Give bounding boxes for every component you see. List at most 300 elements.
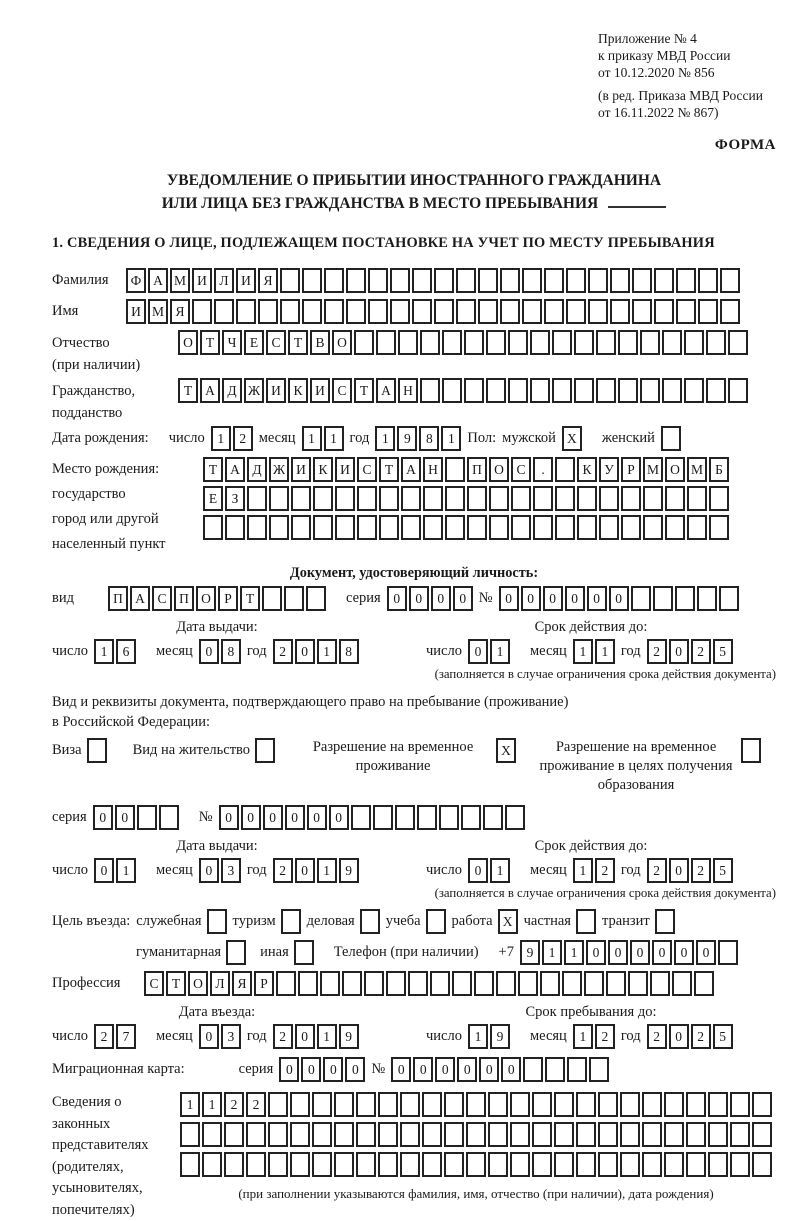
- char-cell[interactable]: [730, 1152, 750, 1177]
- char-cell[interactable]: [408, 971, 428, 996]
- char-cell[interactable]: [202, 1122, 222, 1147]
- char-cell[interactable]: Л: [210, 971, 230, 996]
- char-cell[interactable]: [540, 971, 560, 996]
- char-cell[interactable]: Т: [200, 330, 220, 355]
- char-cell[interactable]: [664, 1122, 684, 1147]
- char-cell[interactable]: [268, 1122, 288, 1147]
- char-cell[interactable]: [434, 299, 454, 324]
- char-cell[interactable]: П: [108, 586, 128, 611]
- char-cell[interactable]: 1: [202, 1092, 222, 1117]
- char-cell[interactable]: [87, 738, 107, 763]
- char-cell[interactable]: [752, 1092, 772, 1117]
- char-cell[interactable]: 2: [233, 426, 253, 451]
- char-cell[interactable]: И: [236, 268, 256, 293]
- char-cell[interactable]: З: [225, 486, 245, 511]
- char-cell[interactable]: К: [577, 457, 597, 482]
- char-cell[interactable]: [202, 1152, 222, 1177]
- char-cell[interactable]: [269, 486, 289, 511]
- stay-day-cells[interactable]: [468, 1024, 510, 1049]
- char-cell[interactable]: 2: [273, 1024, 293, 1049]
- char-cell[interactable]: [400, 1092, 420, 1117]
- char-cell[interactable]: [207, 909, 227, 934]
- birth-day-cells[interactable]: [211, 426, 253, 451]
- char-cell[interactable]: [464, 330, 484, 355]
- char-cell[interactable]: О: [665, 457, 685, 482]
- char-cell[interactable]: [488, 1152, 508, 1177]
- char-cell[interactable]: Е: [244, 330, 264, 355]
- char-cell[interactable]: [262, 586, 282, 611]
- char-cell[interactable]: 1: [94, 639, 114, 664]
- char-cell[interactable]: А: [148, 268, 168, 293]
- char-cell[interactable]: О: [178, 330, 198, 355]
- char-cell[interactable]: [730, 1092, 750, 1117]
- char-cell[interactable]: 0: [307, 805, 327, 830]
- char-cell[interactable]: 5: [713, 1024, 733, 1049]
- char-cell[interactable]: [500, 299, 520, 324]
- char-cell[interactable]: С: [332, 378, 352, 403]
- char-cell[interactable]: [555, 515, 575, 540]
- char-cell[interactable]: [373, 805, 393, 830]
- char-cell[interactable]: [698, 299, 718, 324]
- char-cell[interactable]: [643, 515, 663, 540]
- char-cell[interactable]: 1: [324, 426, 344, 451]
- char-cell[interactable]: [364, 971, 384, 996]
- char-cell[interactable]: [426, 909, 446, 934]
- char-cell[interactable]: 1: [441, 426, 461, 451]
- purpose-work-checkbox[interactable]: [498, 909, 518, 934]
- char-cell[interactable]: [180, 1122, 200, 1147]
- char-cell[interactable]: 0: [413, 1057, 433, 1082]
- char-cell[interactable]: Л: [214, 268, 234, 293]
- char-cell[interactable]: А: [225, 457, 245, 482]
- phone-cells[interactable]: [520, 940, 738, 965]
- char-cell[interactable]: 1: [116, 858, 136, 883]
- char-cell[interactable]: 1: [573, 858, 593, 883]
- char-cell[interactable]: [417, 805, 437, 830]
- char-cell[interactable]: [346, 268, 366, 293]
- char-cell[interactable]: Т: [379, 457, 399, 482]
- representatives-cells-row2[interactable]: [180, 1122, 772, 1147]
- residence-valid-year-cells[interactable]: [647, 858, 733, 883]
- char-cell[interactable]: [640, 330, 660, 355]
- stay-month-cells[interactable]: [573, 1024, 615, 1049]
- char-cell[interactable]: [533, 515, 553, 540]
- char-cell[interactable]: [351, 805, 371, 830]
- char-cell[interactable]: 0: [329, 805, 349, 830]
- char-cell[interactable]: [694, 971, 714, 996]
- char-cell[interactable]: [376, 330, 396, 355]
- char-cell[interactable]: [500, 268, 520, 293]
- char-cell[interactable]: [225, 515, 245, 540]
- char-cell[interactable]: [395, 805, 415, 830]
- char-cell[interactable]: 0: [669, 858, 689, 883]
- char-cell[interactable]: [554, 1122, 574, 1147]
- char-cell[interactable]: О: [196, 586, 216, 611]
- char-cell[interactable]: 5: [713, 858, 733, 883]
- char-cell[interactable]: [720, 299, 740, 324]
- char-cell[interactable]: [552, 330, 572, 355]
- char-cell[interactable]: 0: [301, 1057, 321, 1082]
- char-cell[interactable]: [511, 515, 531, 540]
- char-cell[interactable]: [342, 971, 362, 996]
- char-cell[interactable]: [379, 515, 399, 540]
- entry-day-cells[interactable]: [94, 1024, 136, 1049]
- char-cell[interactable]: [510, 1152, 530, 1177]
- char-cell[interactable]: 0: [94, 858, 114, 883]
- char-cell[interactable]: [247, 486, 267, 511]
- char-cell[interactable]: [665, 515, 685, 540]
- residence-valid-day-cells[interactable]: [468, 858, 510, 883]
- char-cell[interactable]: [203, 515, 223, 540]
- char-cell[interactable]: [643, 486, 663, 511]
- char-cell[interactable]: [598, 1092, 618, 1117]
- char-cell[interactable]: [684, 330, 704, 355]
- char-cell[interactable]: 1: [490, 858, 510, 883]
- char-cell[interactable]: [522, 268, 542, 293]
- char-cell[interactable]: [354, 330, 374, 355]
- char-cell[interactable]: [401, 515, 421, 540]
- char-cell[interactable]: [159, 805, 179, 830]
- char-cell[interactable]: М: [170, 268, 190, 293]
- char-cell[interactable]: [236, 299, 256, 324]
- char-cell[interactable]: [420, 330, 440, 355]
- char-cell[interactable]: [445, 515, 465, 540]
- residence-issue-year-cells[interactable]: [273, 858, 359, 883]
- char-cell[interactable]: Р: [621, 457, 641, 482]
- char-cell[interactable]: Ж: [269, 457, 289, 482]
- char-cell[interactable]: 0: [345, 1057, 365, 1082]
- char-cell[interactable]: С: [511, 457, 531, 482]
- char-cell[interactable]: [566, 299, 586, 324]
- char-cell[interactable]: 2: [595, 1024, 615, 1049]
- char-cell[interactable]: [728, 378, 748, 403]
- char-cell[interactable]: К: [313, 457, 333, 482]
- char-cell[interactable]: [226, 940, 246, 965]
- char-cell[interactable]: 0: [199, 1024, 219, 1049]
- char-cell[interactable]: [552, 378, 572, 403]
- passport-issue-month-cells[interactable]: [199, 639, 241, 664]
- char-cell[interactable]: [280, 299, 300, 324]
- char-cell[interactable]: [284, 586, 304, 611]
- char-cell[interactable]: 1: [542, 940, 562, 965]
- char-cell[interactable]: С: [152, 586, 172, 611]
- char-cell[interactable]: [708, 1152, 728, 1177]
- char-cell[interactable]: [281, 909, 301, 934]
- char-cell[interactable]: А: [200, 378, 220, 403]
- char-cell[interactable]: X: [496, 738, 516, 763]
- residence-permit-checkbox[interactable]: [255, 738, 275, 763]
- char-cell[interactable]: [401, 486, 421, 511]
- char-cell[interactable]: 2: [595, 858, 615, 883]
- char-cell[interactable]: [598, 1152, 618, 1177]
- char-cell[interactable]: С: [266, 330, 286, 355]
- char-cell[interactable]: [554, 1152, 574, 1177]
- char-cell[interactable]: [412, 268, 432, 293]
- char-cell[interactable]: [313, 515, 333, 540]
- char-cell[interactable]: Е: [203, 486, 223, 511]
- char-cell[interactable]: [474, 971, 494, 996]
- char-cell[interactable]: А: [376, 378, 396, 403]
- char-cell[interactable]: [676, 268, 696, 293]
- char-cell[interactable]: [302, 268, 322, 293]
- char-cell[interactable]: [356, 1122, 376, 1147]
- char-cell[interactable]: 5: [713, 639, 733, 664]
- purpose-transit-checkbox[interactable]: [655, 909, 675, 934]
- char-cell[interactable]: 9: [520, 940, 540, 965]
- char-cell[interactable]: [423, 486, 443, 511]
- char-cell[interactable]: [255, 738, 275, 763]
- char-cell[interactable]: 0: [387, 586, 407, 611]
- char-cell[interactable]: 1: [317, 1024, 337, 1049]
- residence-issue-month-cells[interactable]: [199, 858, 241, 883]
- char-cell[interactable]: [654, 299, 674, 324]
- char-cell[interactable]: Н: [398, 378, 418, 403]
- char-cell[interactable]: [356, 1152, 376, 1177]
- char-cell[interactable]: [618, 330, 638, 355]
- char-cell[interactable]: [508, 378, 528, 403]
- char-cell[interactable]: 1: [317, 639, 337, 664]
- char-cell[interactable]: 6: [116, 639, 136, 664]
- char-cell[interactable]: [720, 268, 740, 293]
- char-cell[interactable]: [621, 486, 641, 511]
- residence-issue-day-cells[interactable]: [94, 858, 136, 883]
- char-cell[interactable]: [290, 1122, 310, 1147]
- passport-valid-year-cells[interactable]: [647, 639, 733, 664]
- char-cell[interactable]: [620, 1122, 640, 1147]
- char-cell[interactable]: [530, 378, 550, 403]
- char-cell[interactable]: [290, 1092, 310, 1117]
- entry-year-cells[interactable]: [273, 1024, 359, 1049]
- char-cell[interactable]: 0: [263, 805, 283, 830]
- residence-number-cells[interactable]: [219, 805, 525, 830]
- char-cell[interactable]: [486, 378, 506, 403]
- char-cell[interactable]: Я: [170, 299, 190, 324]
- char-cell[interactable]: 9: [490, 1024, 510, 1049]
- char-cell[interactable]: 1: [595, 639, 615, 664]
- char-cell[interactable]: [577, 515, 597, 540]
- char-cell[interactable]: [360, 909, 380, 934]
- char-cell[interactable]: 2: [691, 858, 711, 883]
- char-cell[interactable]: [430, 971, 450, 996]
- char-cell[interactable]: О: [332, 330, 352, 355]
- residence-series-cells[interactable]: [93, 805, 179, 830]
- profession-cells[interactable]: [144, 971, 714, 996]
- char-cell[interactable]: 0: [279, 1057, 299, 1082]
- char-cell[interactable]: [246, 1152, 266, 1177]
- char-cell[interactable]: [334, 1152, 354, 1177]
- char-cell[interactable]: 7: [116, 1024, 136, 1049]
- char-cell[interactable]: [192, 299, 212, 324]
- char-cell[interactable]: [246, 1122, 266, 1147]
- char-cell[interactable]: Я: [258, 268, 278, 293]
- char-cell[interactable]: [444, 1092, 464, 1117]
- char-cell[interactable]: [544, 268, 564, 293]
- char-cell[interactable]: 0: [630, 940, 650, 965]
- char-cell[interactable]: 8: [419, 426, 439, 451]
- char-cell[interactable]: 1: [180, 1092, 200, 1117]
- char-cell[interactable]: [488, 1122, 508, 1147]
- char-cell[interactable]: [379, 486, 399, 511]
- char-cell[interactable]: 0: [499, 586, 519, 611]
- char-cell[interactable]: X: [562, 426, 582, 451]
- char-cell[interactable]: 1: [211, 426, 231, 451]
- char-cell[interactable]: [708, 1122, 728, 1147]
- char-cell[interactable]: К: [288, 378, 308, 403]
- char-cell[interactable]: 9: [339, 858, 359, 883]
- char-cell[interactable]: [684, 378, 704, 403]
- char-cell[interactable]: [589, 1057, 609, 1082]
- purpose-business-checkbox[interactable]: [360, 909, 380, 934]
- char-cell[interactable]: С: [144, 971, 164, 996]
- char-cell[interactable]: [632, 268, 652, 293]
- char-cell[interactable]: [442, 330, 462, 355]
- char-cell[interactable]: 0: [501, 1057, 521, 1082]
- char-cell[interactable]: [650, 971, 670, 996]
- char-cell[interactable]: [545, 1057, 565, 1082]
- char-cell[interactable]: [224, 1122, 244, 1147]
- char-cell[interactable]: [398, 330, 418, 355]
- char-cell[interactable]: [574, 378, 594, 403]
- char-cell[interactable]: [335, 515, 355, 540]
- char-cell[interactable]: [706, 378, 726, 403]
- char-cell[interactable]: [532, 1092, 552, 1117]
- char-cell[interactable]: [444, 1122, 464, 1147]
- char-cell[interactable]: 1: [317, 858, 337, 883]
- char-cell[interactable]: 0: [543, 586, 563, 611]
- char-cell[interactable]: [294, 940, 314, 965]
- char-cell[interactable]: [461, 805, 481, 830]
- char-cell[interactable]: [718, 940, 738, 965]
- char-cell[interactable]: [466, 1122, 486, 1147]
- char-cell[interactable]: [686, 1092, 706, 1117]
- female-checkbox[interactable]: [661, 426, 681, 451]
- char-cell[interactable]: И: [310, 378, 330, 403]
- char-cell[interactable]: [412, 299, 432, 324]
- passport-issue-year-cells[interactable]: [273, 639, 359, 664]
- char-cell[interactable]: [523, 1057, 543, 1082]
- char-cell[interactable]: [258, 299, 278, 324]
- char-cell[interactable]: 2: [273, 858, 293, 883]
- char-cell[interactable]: В: [310, 330, 330, 355]
- char-cell[interactable]: 0: [669, 1024, 689, 1049]
- char-cell[interactable]: О: [489, 457, 509, 482]
- char-cell[interactable]: [298, 971, 318, 996]
- char-cell[interactable]: [567, 1057, 587, 1082]
- patronymic-cells[interactable]: [178, 330, 748, 355]
- char-cell[interactable]: [686, 1122, 706, 1147]
- char-cell[interactable]: [588, 268, 608, 293]
- char-cell[interactable]: [434, 268, 454, 293]
- char-cell[interactable]: [378, 1092, 398, 1117]
- char-cell[interactable]: [599, 486, 619, 511]
- char-cell[interactable]: [596, 330, 616, 355]
- char-cell[interactable]: 0: [219, 805, 239, 830]
- char-cell[interactable]: [496, 971, 516, 996]
- char-cell[interactable]: [598, 1122, 618, 1147]
- char-cell[interactable]: [664, 1092, 684, 1117]
- entry-month-cells[interactable]: [199, 1024, 241, 1049]
- char-cell[interactable]: [752, 1152, 772, 1177]
- char-cell[interactable]: 1: [468, 1024, 488, 1049]
- residence-valid-month-cells[interactable]: [573, 858, 615, 883]
- purpose-humanitarian-checkbox[interactable]: [226, 940, 246, 965]
- citizenship-cells[interactable]: [178, 378, 748, 403]
- char-cell[interactable]: 0: [115, 805, 135, 830]
- purpose-study-checkbox[interactable]: [426, 909, 446, 934]
- char-cell[interactable]: Н: [423, 457, 443, 482]
- char-cell[interactable]: 0: [453, 586, 473, 611]
- char-cell[interactable]: [247, 515, 267, 540]
- char-cell[interactable]: [452, 971, 472, 996]
- char-cell[interactable]: [576, 909, 596, 934]
- char-cell[interactable]: [709, 486, 729, 511]
- char-cell[interactable]: [483, 805, 503, 830]
- char-cell[interactable]: [466, 1152, 486, 1177]
- char-cell[interactable]: Д: [247, 457, 267, 482]
- char-cell[interactable]: 0: [323, 1057, 343, 1082]
- char-cell[interactable]: [268, 1152, 288, 1177]
- char-cell[interactable]: 0: [479, 1057, 499, 1082]
- char-cell[interactable]: А: [401, 457, 421, 482]
- char-cell[interactable]: [306, 586, 326, 611]
- char-cell[interactable]: [489, 515, 509, 540]
- char-cell[interactable]: И: [335, 457, 355, 482]
- char-cell[interactable]: [302, 299, 322, 324]
- char-cell[interactable]: И: [291, 457, 311, 482]
- char-cell[interactable]: [698, 268, 718, 293]
- char-cell[interactable]: [687, 486, 707, 511]
- char-cell[interactable]: [610, 268, 630, 293]
- char-cell[interactable]: [214, 299, 234, 324]
- char-cell[interactable]: 0: [457, 1057, 477, 1082]
- char-cell[interactable]: [610, 299, 630, 324]
- char-cell[interactable]: [378, 1122, 398, 1147]
- char-cell[interactable]: [442, 378, 462, 403]
- char-cell[interactable]: [654, 268, 674, 293]
- char-cell[interactable]: [661, 426, 681, 451]
- char-cell[interactable]: 2: [647, 858, 667, 883]
- char-cell[interactable]: И: [266, 378, 286, 403]
- char-cell[interactable]: [510, 1122, 530, 1147]
- char-cell[interactable]: 0: [586, 940, 606, 965]
- char-cell[interactable]: [631, 586, 651, 611]
- char-cell[interactable]: 0: [93, 805, 113, 830]
- char-cell[interactable]: 0: [669, 639, 689, 664]
- char-cell[interactable]: 0: [696, 940, 716, 965]
- char-cell[interactable]: 8: [339, 639, 359, 664]
- char-cell[interactable]: [664, 1152, 684, 1177]
- char-cell[interactable]: 0: [199, 639, 219, 664]
- char-cell[interactable]: [390, 299, 410, 324]
- char-cell[interactable]: Д: [222, 378, 242, 403]
- char-cell[interactable]: [665, 486, 685, 511]
- char-cell[interactable]: У: [599, 457, 619, 482]
- char-cell[interactable]: Т: [288, 330, 308, 355]
- char-cell[interactable]: [478, 299, 498, 324]
- doc-series-cells[interactable]: [387, 586, 473, 611]
- char-cell[interactable]: [466, 1092, 486, 1117]
- purpose-other-checkbox[interactable]: [294, 940, 314, 965]
- char-cell[interactable]: .: [533, 457, 553, 482]
- char-cell[interactable]: Ч: [222, 330, 242, 355]
- char-cell[interactable]: С: [357, 457, 377, 482]
- char-cell[interactable]: [420, 378, 440, 403]
- char-cell[interactable]: [672, 971, 692, 996]
- char-cell[interactable]: [439, 805, 459, 830]
- char-cell[interactable]: [357, 515, 377, 540]
- char-cell[interactable]: Т: [178, 378, 198, 403]
- char-cell[interactable]: [368, 299, 388, 324]
